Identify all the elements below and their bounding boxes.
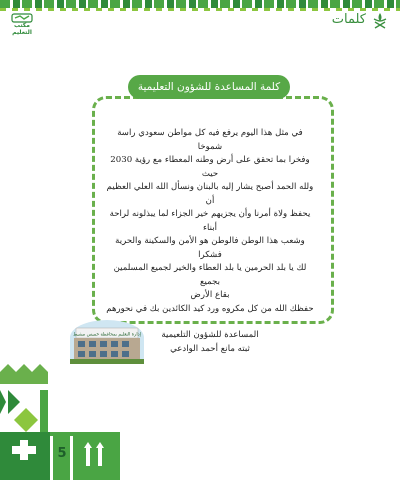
building-image: [70, 320, 144, 364]
logo-caption: مكتب التعليم: [12, 22, 32, 36]
message-line: في مثل هذا اليوم يرفع فيه كل مواطن سعودي راسة شموخا: [117, 128, 303, 152]
top-pattern-border-secondary: [0, 8, 400, 11]
message-line: لك يا بلد الحرمين يا بلد العطاء والخير لجميع المسلمين بجميع: [113, 263, 307, 287]
message-title: كلمة المساعدة للشؤون التعليمية: [128, 75, 290, 99]
saudi-emblem-icon: [370, 11, 390, 31]
message-line: وشعب هذا الوطن فالوطن هو الأمن والسكينة والحرية فشكرا: [115, 236, 305, 260]
building-sign-text: إدارة التعليم بمحافظة خميس مشيط: [73, 332, 141, 338]
message-body: [104, 127, 316, 356]
message-line: يحفظ ولاة أمرنا وأن يجزيهم خير الجزاء لما يبذلونه لراحة أبناء: [109, 209, 311, 233]
message-line: بقاع الأرض: [190, 290, 230, 300]
page-number: 5: [57, 446, 67, 461]
message-line: وفخرا بما تحقق على أرض وطنه المعطاء مع رؤية 2030 حيث: [110, 155, 310, 179]
page-title: كلمات: [331, 12, 366, 27]
message-line: ولله الحمد أصبح يشار إليه بالبنان ونسأل الله العلي العظيم أن: [106, 182, 314, 206]
top-pattern-border: [0, 0, 400, 8]
signature-title: المساعدة للشؤون التلعيمية: [161, 330, 259, 340]
signature-name: ثبته مانع أحمد الوادعي: [170, 343, 250, 354]
message-line: حفظك الله من كل مكروه ورد كيد الكائدين بك في نحورهم: [106, 303, 314, 314]
bottom-pattern-decoration: [0, 362, 120, 480]
